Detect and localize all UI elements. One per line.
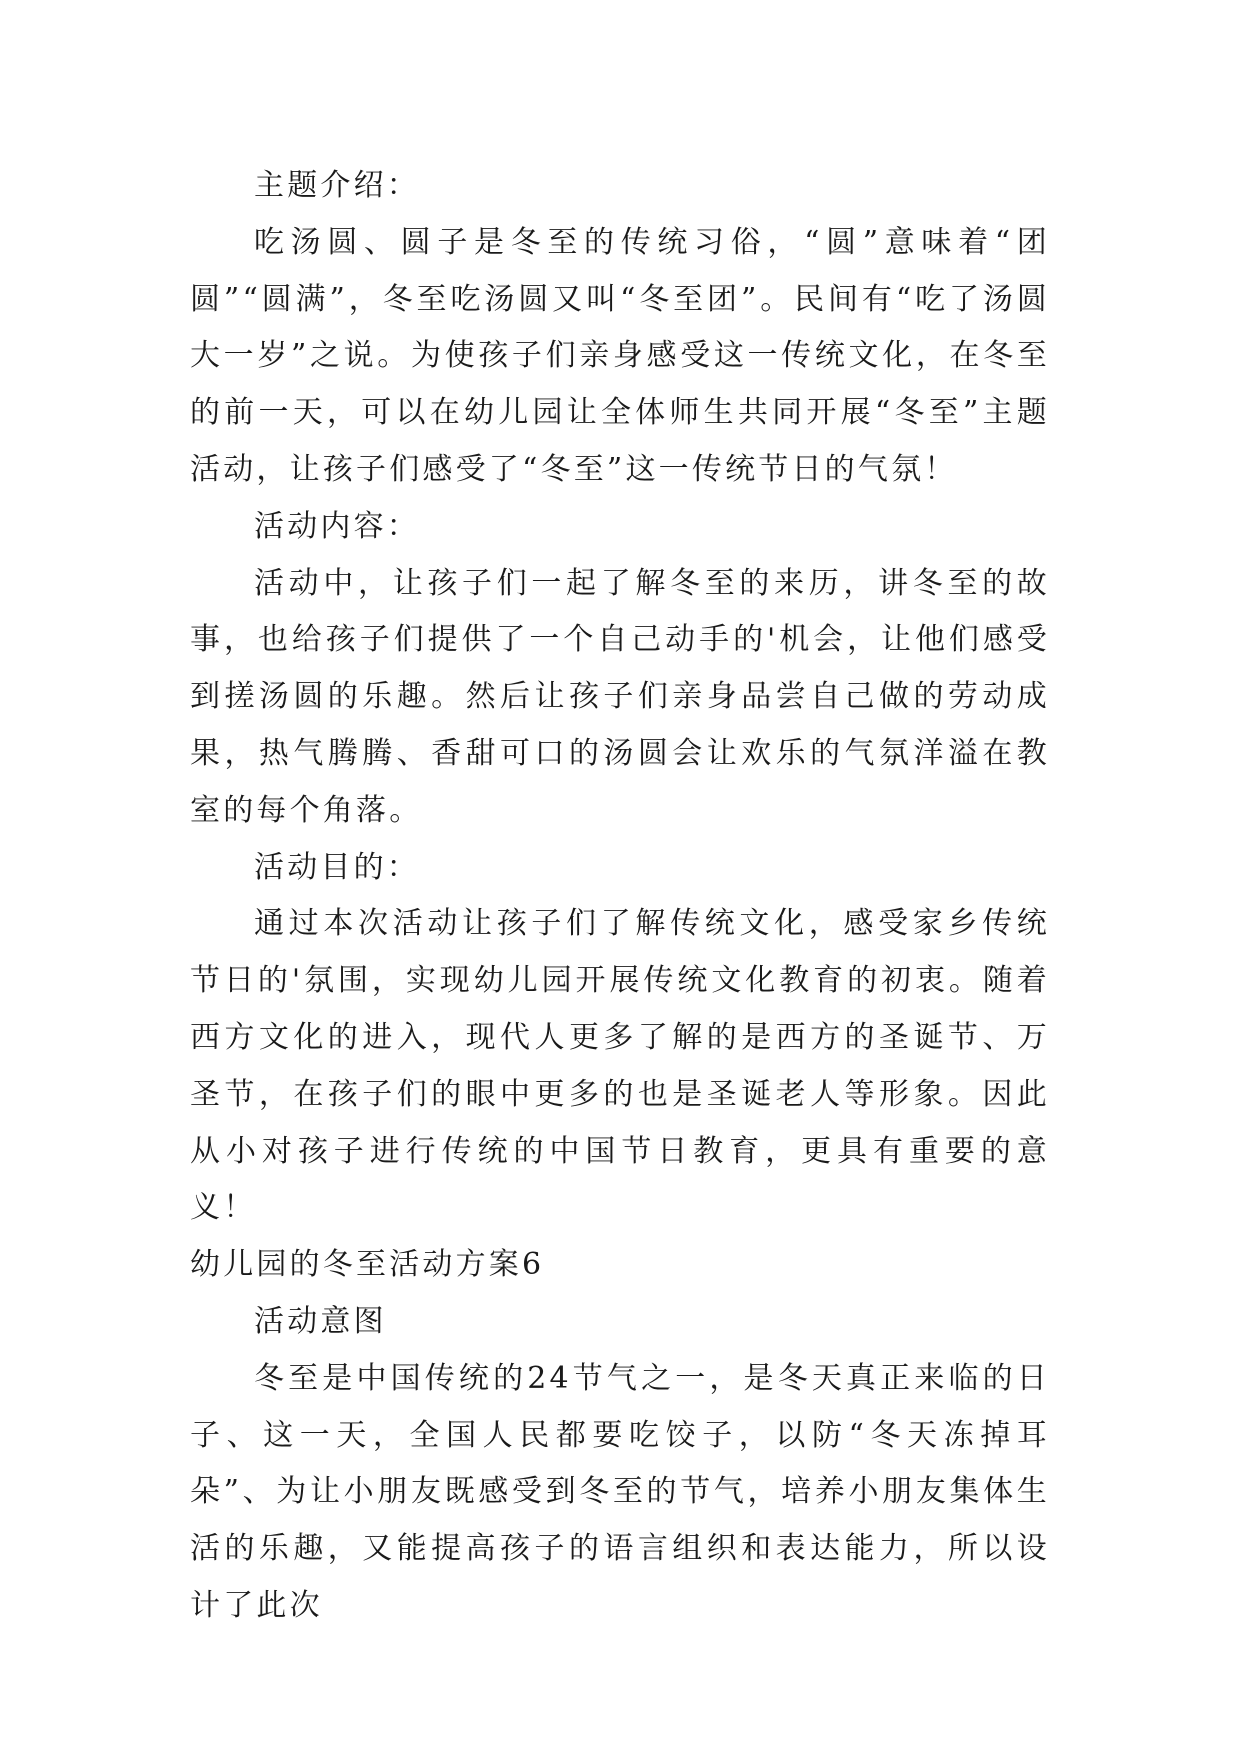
activity-goal-paragraph: 通过本次活动让孩子们了解传统文化，感受家乡传统节日的'氛围，实现幼儿园开展传统文化教育的初衷。随着西方文化的进入，现代人更多了解的是西方的圣诞节、万圣节，在孩子们的眼中更多的也是圣诞老人等形象。因此从小对孩子进行传统的中国节日教育，更具有重要的意义！ bbox=[190, 906, 1050, 1226]
heading-activity-intent: 活动意图 bbox=[254, 1303, 387, 1339]
document-body bbox=[190, 158, 1050, 1635]
section-title: 幼儿园的冬至活动方案6 bbox=[190, 1247, 545, 1283]
heading-theme-intro: 主题介绍： bbox=[254, 168, 420, 203]
theme-intro-paragraph: 吃汤圆、圆子是冬至的传统习俗，“圆”意味着“团圆”“圆满”，冬至吃汤圆又叫“冬至团”。民间有“吃了汤圆大一岁”之说。为使孩子们亲身感受这一传统文化，在冬至的前一天，可以在幼儿园让全体师生共同开展“冬至”主题活动，让孩子们感受了“冬至”这一传统节日的气氛！ bbox=[190, 224, 1050, 487]
heading-activity-content: 活动内容： bbox=[254, 508, 420, 544]
activity-intent-paragraph: 冬至是中国传统的24节气之一，是冬天真正来临的日子、这一天，全国人民都要吃饺子，以防“冬天冻掉耳朵”、为让小朋友既感受到冬至的节气，培养小朋友集体生活的乐趣，又能提高孩子的语言组织和表达能力，所以设计了此次 bbox=[190, 1360, 1050, 1623]
heading-activity-goal: 活动目的： bbox=[254, 849, 420, 885]
activity-content-paragraph: 活动中，让孩子们一起了解冬至的来历，讲冬至的故事，也给孩子们提供了一个自己动手的'机会，让他们感受到搓汤圆的乐趣。然后让孩子们亲身品尝自己做的劳动成果，热气腾腾、香甜可口的汤圆会让欢乐的气氛洋溢在教室的每个角落。 bbox=[190, 565, 1050, 828]
